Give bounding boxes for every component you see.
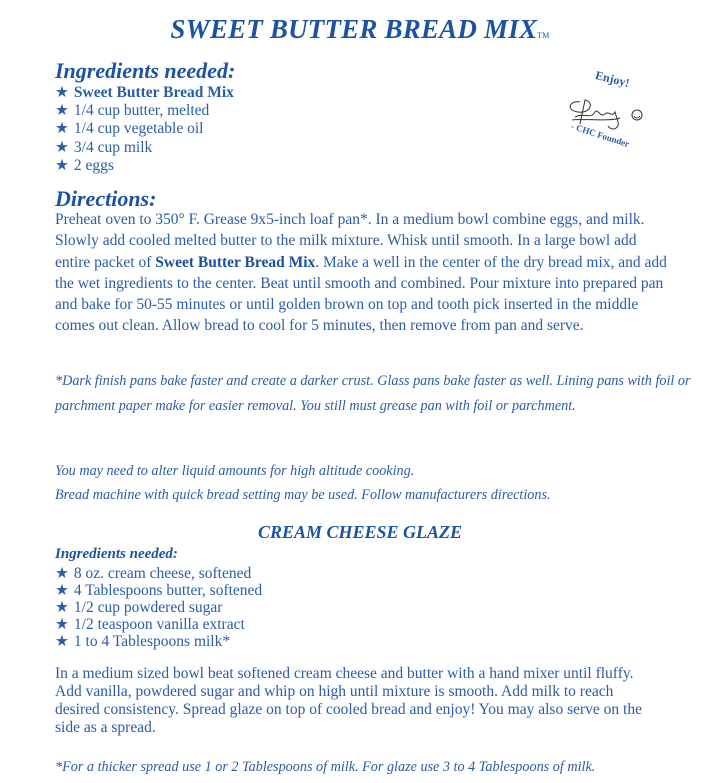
enjoy-label: Enjoy! — [593, 68, 631, 91]
pan-note: *Dark finish pans bake faster and create a darker crust. Glass pans bake faster as well. Lining pans with foil or parchment paper make for easier removal. You still must grease pan with foil or parchment. — [55, 373, 691, 414]
ingredient-text: Sweet Butter Bread Mix — [73, 84, 234, 101]
ingredient-text: 4 Tablespoons butter, softened — [73, 582, 263, 599]
directions-text: Preheat oven to 350° F. Grease 9x5-inch loaf pan*. In a medium bowl combine eggs, and milk. Slowly add cooled melted butter to the milk mixture. Whisk until smooth. In a large bowl add entire packet of — [55, 211, 645, 271]
ingredient-text: 1/2 cup powdered sugar — [73, 599, 223, 616]
ingredient-text: 1 to 4 Tablespoons milk* — [73, 633, 231, 650]
directions-product-name: Sweet Butter Bread Mix — [155, 253, 316, 271]
directions-paragraph — [55, 209, 675, 337]
star-bullet-icon: ★ — [55, 102, 69, 120]
founder-signature — [550, 62, 670, 162]
glaze-directions: In a medium sized bowl beat softened cream cheese and butter with a hand mixer until fluffy. Add vanilla, powdered sugar and whip on high until mixture is smooth. Add milk to reach desired consistency. Spread glaze on top of cooled bread and enjoy! You may also serve on the side as a spread. — [55, 665, 642, 736]
ingredient-text: 1/4 cup vegetable oil — [73, 120, 204, 138]
bread-ingredients-list — [55, 84, 234, 175]
star-bullet-icon: ★ — [55, 599, 69, 616]
star-bullet-icon: ★ — [55, 120, 69, 138]
list-item — [55, 102, 234, 120]
document-title — [0, 14, 720, 45]
glaze-heading: CREAM CHEESE GLAZE — [257, 522, 463, 542]
ingredient-text: 1/2 teaspoon vanilla extract — [73, 616, 245, 633]
ingredient-text: 3/4 cup milk — [73, 138, 153, 156]
bread-machine-note: Bread machine with quick bread setting may be used. Follow manufacturers directions. — [55, 487, 551, 503]
list-item — [55, 120, 234, 138]
star-bullet-icon: ★ — [55, 582, 69, 599]
star-bullet-icon: ★ — [55, 633, 69, 650]
star-bullet-icon: ★ — [55, 565, 69, 582]
glaze-ingredients-list — [55, 565, 262, 650]
star-bullet-icon: ★ — [55, 156, 69, 174]
list-item — [55, 616, 262, 633]
ingredient-text: 8 oz. cream cheese, softened — [73, 565, 252, 582]
founder-attribution: - CHC Founder — [569, 120, 631, 150]
list-item — [55, 582, 262, 599]
list-item — [55, 599, 262, 616]
star-bullet-icon: ★ — [55, 138, 69, 156]
title-text: SWEET BUTTER BREAD MIX — [170, 14, 538, 44]
list-item — [55, 565, 262, 582]
list-item — [55, 633, 262, 650]
star-bullet-icon: ★ — [55, 616, 69, 633]
directions-heading: Directions: — [55, 186, 157, 211]
list-item — [55, 139, 234, 157]
star-bullet-icon: ★ — [55, 84, 69, 101]
directions-text: . Make a well in the center of the dry bread mix, and add the wet ingredients to the center. Beat until smooth and combined. Pour mixture into prepared pan and bake for 50-55 minutes or until golden brown on top and tooth pick inserted in the middle comes out clean. Allow bread to cool for 5 minutes, then remove from pan and serve. — [55, 253, 667, 335]
list-item — [55, 84, 234, 102]
trademark-mark: TM — [537, 31, 550, 40]
signature-scribble-icon — [550, 62, 670, 162]
glaze-milk-note: *For a thicker spread use 1 or 2 Tablespoons of milk. For glaze use 3 to 4 Tablespoons of milk. — [55, 759, 596, 775]
list-item — [55, 157, 234, 175]
ingredient-text: 2 eggs — [73, 156, 114, 174]
altitude-note: You may need to alter liquid amounts for high altitude cooking. — [55, 463, 415, 479]
ingredient-text: 1/4 cup butter, melted — [73, 102, 210, 120]
glaze-ingredients-heading: Ingredients needed: — [55, 546, 178, 562]
ingredients-heading: Ingredients needed: — [55, 58, 236, 83]
